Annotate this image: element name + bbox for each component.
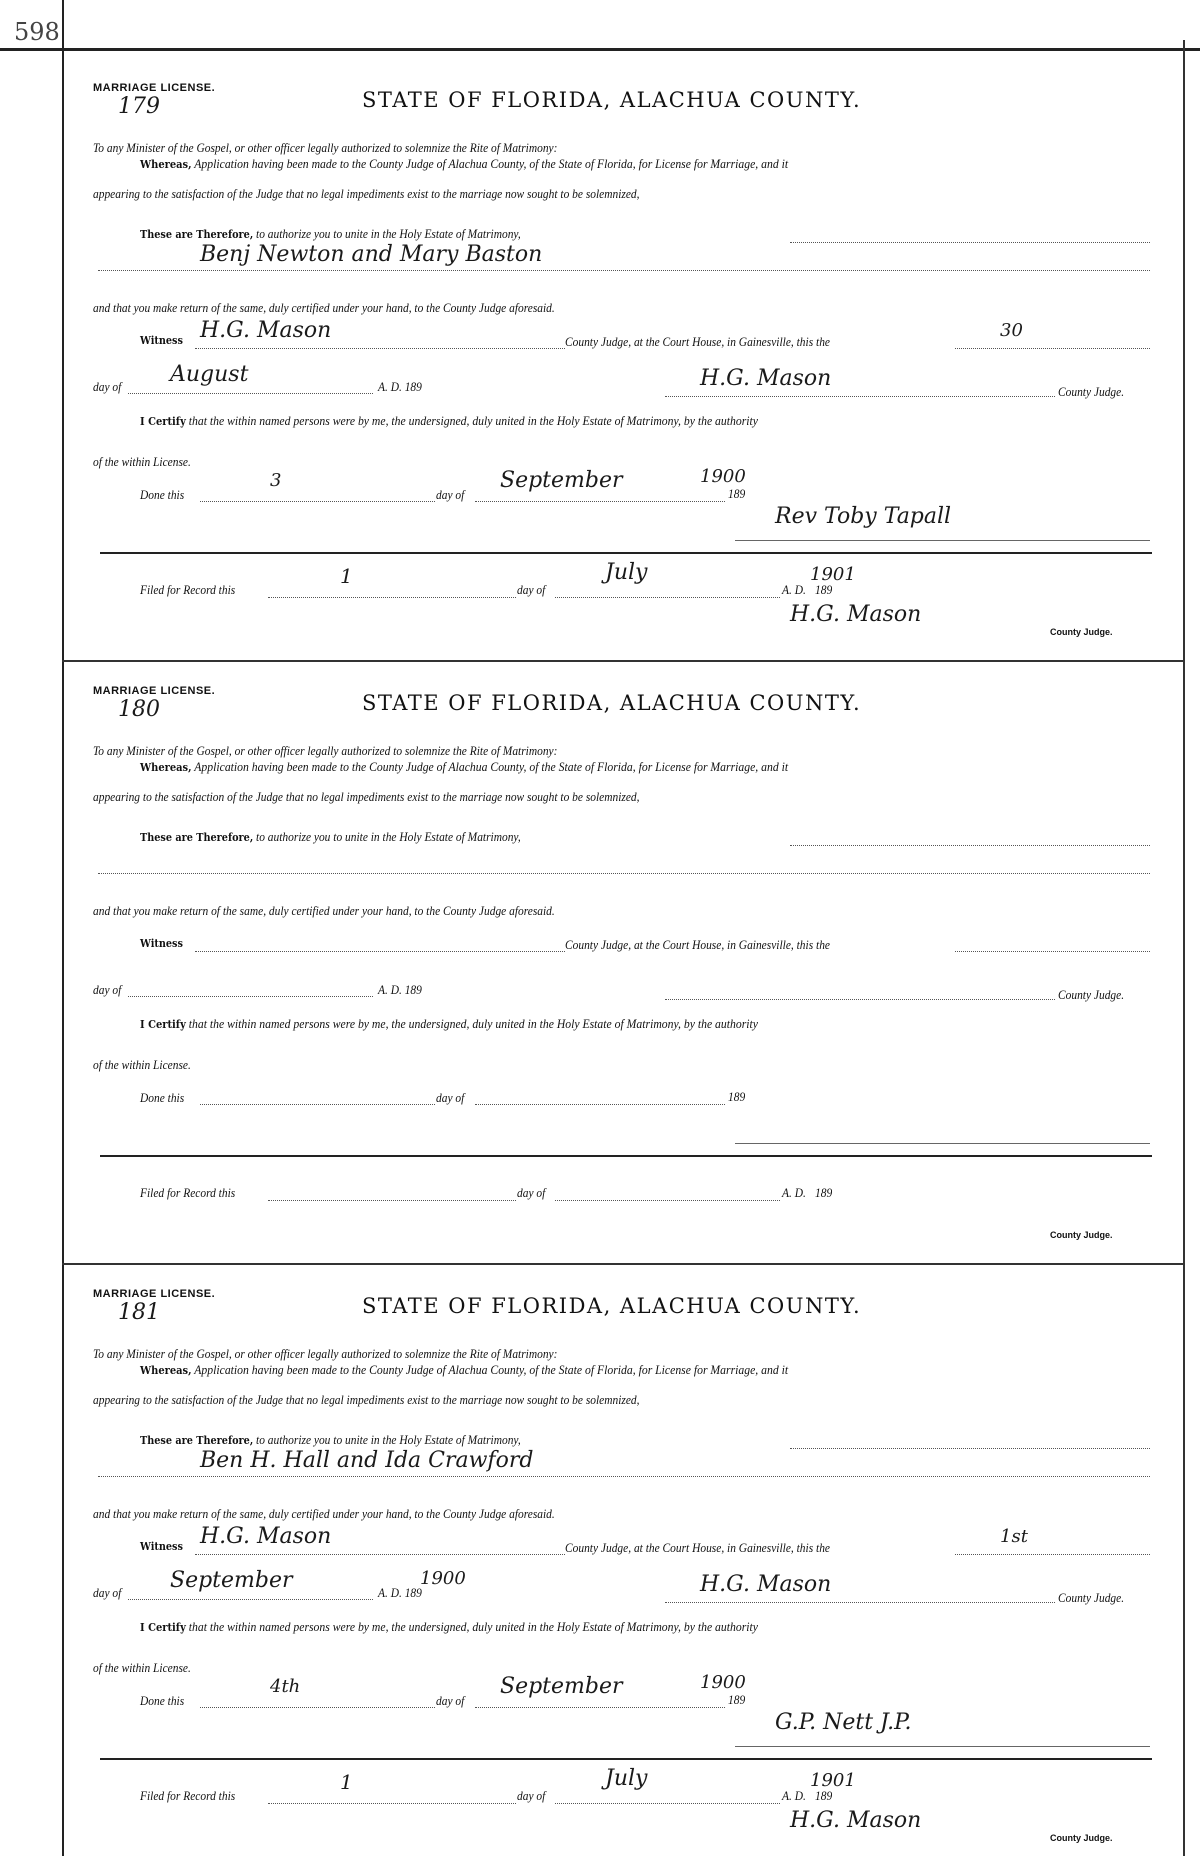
- form-title: STATE OF FLORIDA, ALACHUA COUNTY.: [362, 88, 862, 112]
- form-title: STATE OF FLORIDA, ALACHUA COUNTY.: [362, 691, 862, 715]
- dotted-line: [555, 1803, 780, 1804]
- certify-text: that the within named persons were by me, the undersigned, duly united in the Holy Estate of Matrimony, by the authority: [188, 413, 758, 428]
- dotted-line: [555, 597, 780, 598]
- filed-signature: H.G. Mason: [790, 1808, 922, 1833]
- issue-year: 1900: [420, 1568, 466, 1589]
- license-number: 181: [118, 1300, 160, 1325]
- dotted-line: [955, 951, 1150, 952]
- done-this-label: Done this: [140, 1090, 185, 1105]
- license-number: 179: [118, 94, 160, 119]
- done-month: September: [500, 468, 623, 493]
- judge-signature: H.G. Mason: [700, 1572, 832, 1597]
- witness-signature: H.G. Mason: [200, 318, 332, 343]
- whereas-line: [140, 1362, 788, 1378]
- whereas-word: Whereas,: [140, 158, 192, 171]
- dotted-line: [128, 1599, 373, 1600]
- therefore-line: [140, 1432, 521, 1448]
- county-judge-small: County Judge.: [1050, 1833, 1113, 1843]
- done-day-of: day of: [436, 1693, 465, 1708]
- therefore-text: to authorize you to unite in the Holy Estate of Matrimony,: [256, 226, 521, 241]
- license-label: MARRIAGE LICENSE.: [93, 685, 216, 697]
- filed-189: 189: [815, 1185, 833, 1200]
- issue-month: September: [170, 1568, 293, 1593]
- day-of-label: day of: [93, 982, 122, 997]
- issue-month: August: [170, 362, 249, 387]
- issue-day: 1st: [1000, 1526, 1028, 1547]
- dotted-line: [790, 845, 1150, 846]
- ad-189: A. D. 189: [378, 1585, 422, 1600]
- county-judge-at: County Judge, at the Court House, in Gainesville, this the: [565, 937, 831, 952]
- ad-189: A. D. 189: [378, 379, 422, 394]
- certify-text: that the within named persons were by me, the undersigned, duly united in the Holy Estate of Matrimony, by the authority: [188, 1619, 758, 1634]
- county-judge-at: County Judge, at the Court House, in Gainesville, this the: [565, 1540, 831, 1555]
- license-label: MARRIAGE LICENSE.: [93, 82, 216, 94]
- dotted-line: [195, 951, 565, 952]
- done-day-of: day of: [436, 487, 465, 502]
- filed-label: Filed for Record this: [140, 582, 236, 597]
- done-189: 189: [728, 1089, 746, 1104]
- county-judge-small: County Judge.: [1050, 1230, 1113, 1240]
- done-day-of: day of: [436, 1090, 465, 1105]
- couple-names: Ben H. Hall and Ida Crawford: [200, 1448, 534, 1473]
- done-189: 189: [728, 1692, 746, 1707]
- whereas-text: Application having been made to the County Judge of Alachua County, of the State of Florida, for License for Marriage, and it: [194, 759, 789, 774]
- therefore-word: These are Therefore,: [140, 228, 254, 241]
- section-divider: [62, 660, 1184, 662]
- certify-text: that the within named persons were by me, the undersigned, duly united in the Holy Estate of Matrimony, by the authority: [188, 1016, 758, 1031]
- names-line: [98, 1476, 1150, 1477]
- county-judge-label: County Judge.: [1058, 384, 1125, 399]
- dotted-line: [268, 1200, 516, 1201]
- dotted-line: [790, 242, 1150, 243]
- dotted-line: [128, 996, 373, 997]
- ad-189: A. D. 189: [378, 982, 422, 997]
- within-license-line: of the within License.: [93, 1660, 191, 1675]
- marriage-license-record: [0, 1268, 1200, 1856]
- dotted-line: [195, 1554, 565, 1555]
- done-year: 1900: [700, 1672, 746, 1693]
- license-label: MARRIAGE LICENSE.: [93, 1288, 216, 1300]
- filed-day-of: day of: [517, 1185, 546, 1200]
- day-of-label: day of: [93, 1585, 122, 1600]
- witness-label: Witness: [140, 937, 183, 950]
- dotted-line: [955, 1554, 1150, 1555]
- names-line: [98, 873, 1150, 874]
- return-line: and that you make return of the same, duly certified under your hand, to the County Judge aforesaid.: [93, 903, 555, 918]
- filed-month: July: [605, 1766, 648, 1791]
- therefore-text: to authorize you to unite in the Holy Estate of Matrimony,: [256, 829, 521, 844]
- therefore-word: These are Therefore,: [140, 1434, 254, 1447]
- dotted-line: [555, 1200, 780, 1201]
- page-number: 598: [14, 18, 60, 46]
- dotted-line: [268, 1803, 516, 1804]
- filed-signature: H.G. Mason: [790, 602, 922, 627]
- judge-signature: H.G. Mason: [700, 366, 832, 391]
- dotted-line: [268, 597, 516, 598]
- certify-line: [140, 1619, 758, 1635]
- officiant-line: [735, 540, 1150, 541]
- done-day: 4th: [270, 1676, 301, 1697]
- dotted-line: [475, 501, 725, 502]
- done-month: September: [500, 1674, 623, 1699]
- officiant-line: [735, 1746, 1150, 1747]
- filed-ad: A. D.: [782, 582, 806, 597]
- therefore-text: to authorize you to unite in the Holy Estate of Matrimony,: [256, 1432, 521, 1447]
- dotted-line: [195, 348, 565, 349]
- section-rule: [100, 1758, 1152, 1760]
- certify-line: [140, 1016, 758, 1032]
- filed-189: 189: [815, 582, 833, 597]
- filed-day: 1: [340, 1770, 353, 1794]
- filed-ad: A. D.: [782, 1788, 806, 1803]
- issue-day: 30: [1000, 320, 1023, 341]
- certify-word: I Certify: [140, 1621, 186, 1634]
- done-year: 1900: [700, 466, 746, 487]
- officiant-signature: Rev Toby Tapall: [775, 504, 952, 529]
- return-line: and that you make return of the same, duly certified under your hand, to the County Judge aforesaid.: [93, 1506, 555, 1521]
- witness-signature: H.G. Mason: [200, 1524, 332, 1549]
- day-of-label: day of: [93, 379, 122, 394]
- county-judge-small: County Judge.: [1050, 627, 1113, 637]
- names-line: [98, 270, 1150, 271]
- certify-word: I Certify: [140, 1018, 186, 1031]
- filed-year: 1901: [810, 564, 856, 585]
- within-license-line: of the within License.: [93, 454, 191, 469]
- top-border: [0, 48, 1200, 51]
- witness-label: Witness: [140, 334, 183, 347]
- filed-day: 1: [340, 564, 353, 588]
- done-day: 3: [270, 470, 282, 491]
- return-line: and that you make return of the same, duly certified under your hand, to the County Judge aforesaid.: [93, 300, 555, 315]
- appearing-line: appearing to the satisfaction of the Judge that no legal impediments exist to the marriage now sought to be solemnized,: [93, 186, 640, 201]
- appearing-line: appearing to the satisfaction of the Judge that no legal impediments exist to the marriage now sought to be solemnized,: [93, 1392, 640, 1407]
- filed-label: Filed for Record this: [140, 1185, 236, 1200]
- couple-names: Benj Newton and Mary Baston: [200, 242, 543, 267]
- form-title: STATE OF FLORIDA, ALACHUA COUNTY.: [362, 1294, 862, 1318]
- done-189: 189: [728, 486, 746, 501]
- section-rule: [100, 1155, 1152, 1157]
- filed-ad: A. D.: [782, 1185, 806, 1200]
- address-line: To any Minister of the Gospel, or other officer legally authorized to solemnize the Rite of Matrimony:: [93, 743, 558, 758]
- dotted-line: [475, 1104, 725, 1105]
- dotted-line: [665, 396, 1055, 397]
- county-judge-at: County Judge, at the Court House, in Gainesville, this the: [565, 334, 831, 349]
- filed-189: 189: [815, 1788, 833, 1803]
- marriage-license-record: [0, 665, 1200, 1265]
- within-license-line: of the within License.: [93, 1057, 191, 1072]
- whereas-line: [140, 156, 788, 172]
- filed-day-of: day of: [517, 1788, 546, 1803]
- dotted-line: [665, 1602, 1055, 1603]
- whereas-text: Application having been made to the County Judge of Alachua County, of the State of Florida, for License for Marriage, and it: [194, 156, 789, 171]
- therefore-line: [140, 226, 521, 242]
- filed-year: 1901: [810, 1770, 856, 1791]
- whereas-line: [140, 759, 788, 775]
- section-divider: [62, 1263, 1184, 1265]
- dotted-line: [475, 1707, 725, 1708]
- address-line: To any Minister of the Gospel, or other officer legally authorized to solemnize the Rite of Matrimony:: [93, 140, 558, 155]
- done-this-label: Done this: [140, 1693, 185, 1708]
- county-judge-label: County Judge.: [1058, 987, 1125, 1002]
- dotted-line: [128, 393, 373, 394]
- officiant-line: [735, 1143, 1150, 1144]
- dotted-line: [790, 1448, 1150, 1449]
- license-number: 180: [118, 697, 160, 722]
- dotted-line: [955, 348, 1150, 349]
- filed-day-of: day of: [517, 582, 546, 597]
- section-rule: [100, 552, 1152, 554]
- dotted-line: [200, 1104, 435, 1105]
- appearing-line: appearing to the satisfaction of the Judge that no legal impediments exist to the marriage now sought to be solemnized,: [93, 789, 640, 804]
- filed-label: Filed for Record this: [140, 1788, 236, 1803]
- whereas-word: Whereas,: [140, 1364, 192, 1377]
- officiant-signature: G.P. Nett J.P.: [775, 1710, 912, 1735]
- done-this-label: Done this: [140, 487, 185, 502]
- dotted-line: [665, 999, 1055, 1000]
- dotted-line: [200, 501, 435, 502]
- witness-label: Witness: [140, 1540, 183, 1553]
- marriage-license-record: [0, 62, 1200, 662]
- dotted-line: [200, 1707, 435, 1708]
- certify-word: I Certify: [140, 415, 186, 428]
- certify-line: [140, 413, 758, 429]
- whereas-text: Application having been made to the County Judge of Alachua County, of the State of Florida, for License for Marriage, and it: [194, 1362, 789, 1377]
- therefore-word: These are Therefore,: [140, 831, 254, 844]
- whereas-word: Whereas,: [140, 761, 192, 774]
- county-judge-label: County Judge.: [1058, 1590, 1125, 1605]
- therefore-line: [140, 829, 521, 845]
- filed-month: July: [605, 560, 648, 585]
- address-line: To any Minister of the Gospel, or other officer legally authorized to solemnize the Rite of Matrimony:: [93, 1346, 558, 1361]
